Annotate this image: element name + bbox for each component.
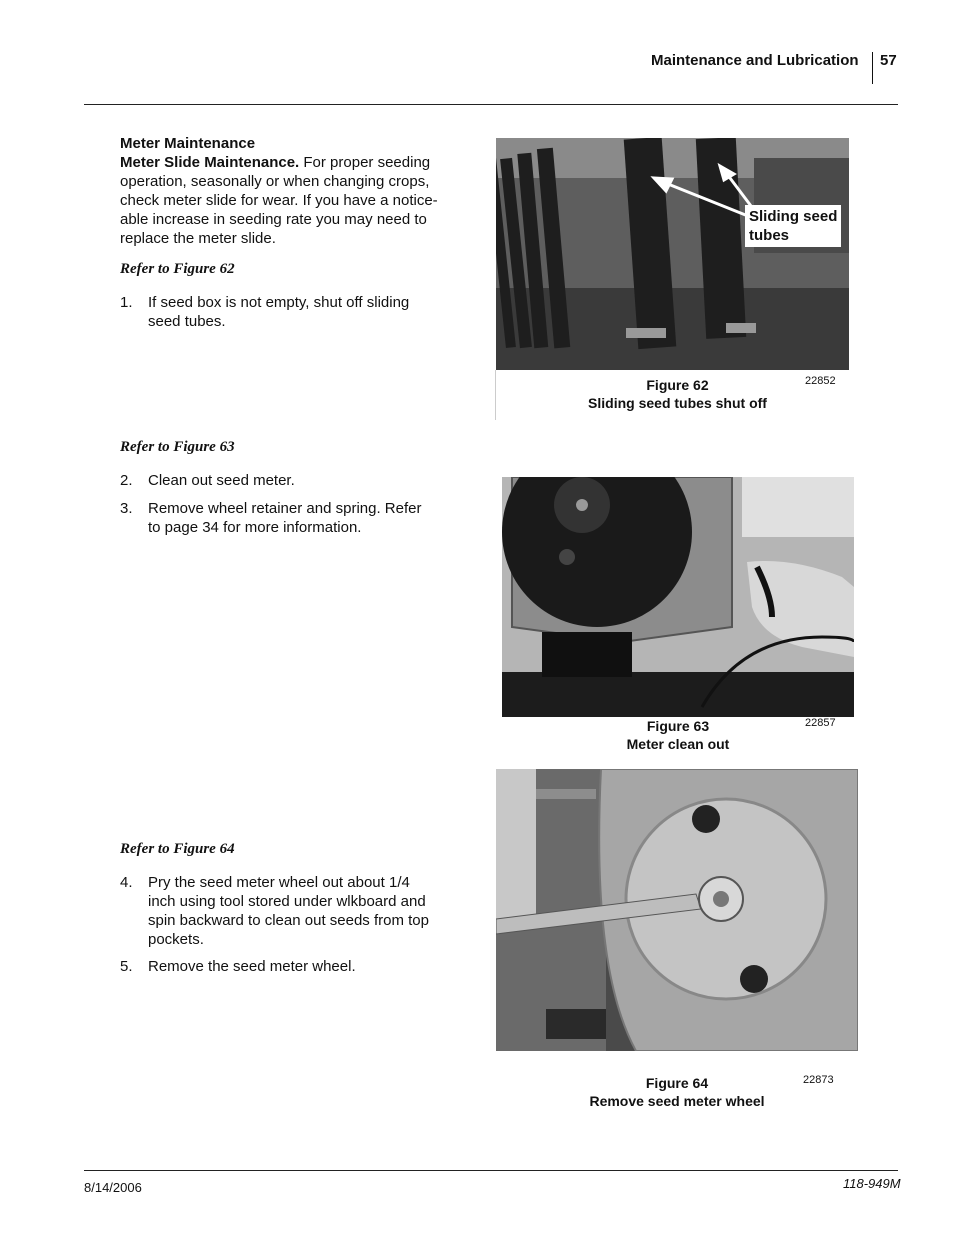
figure-62-photo [496,138,849,370]
intro-line: replace the meter slide. [120,230,276,247]
step-text: inch using tool stored under wlkboard and [148,893,426,910]
step-text: spin backward to clean out seeds from top [148,912,429,929]
page-number: 57 [880,52,897,69]
figure-64-photo [496,769,858,1051]
figure-62-callout [745,205,841,247]
meter-maintenance-heading: Meter Maintenance [120,135,256,152]
footer-rule [84,1170,898,1171]
callout-text: Sliding seed [749,208,838,225]
intro-line: check meter slide for wear. If you have a notice- [120,192,438,209]
ref-figure-63: Refer to Figure 63 [120,439,235,455]
figure-label: Figure 63 [646,718,710,734]
step-text: Clean out seed meter. [148,472,295,489]
step-text: pockets. [148,931,204,948]
meter-slide-subheading: Meter Slide Maintenance. [120,154,300,171]
callout-text: tubes [749,227,790,244]
figure-label: Figure 62 [646,377,709,393]
header-rule [84,104,898,105]
figure-63-number: 22857 [805,717,836,729]
figure-caption: Meter clean out [626,736,730,752]
figure-64-number: 22873 [803,1074,834,1086]
section-title: Maintenance and Lubrication [651,52,859,69]
intro-line: operation, seasonally or when changing crops, [120,173,430,190]
footer-date: 8/14/2006 [84,1180,142,1195]
step-number: 3. [120,500,133,517]
intro-line: able increase in seeding rate you may need to [120,211,427,228]
figure-caption: Remove seed meter wheel [589,1093,765,1109]
intro-line: For proper seeding [303,154,431,171]
footer-doc-id: 118-949M [843,1176,901,1191]
figure-caption: Sliding seed tubes shut off [588,395,767,411]
header-divider [872,52,873,84]
step-text: to page 34 for more information. [148,519,362,536]
figure-63-caption [502,717,854,753]
step-text: Pry the seed meter wheel out about 1/4 [148,874,410,891]
step-number: 2. [120,472,133,489]
intro-paragraph [120,153,450,248]
figure-63-photo [502,477,854,717]
ref-figure-62: Refer to Figure 62 [120,261,235,277]
step-text: If seed box is not empty, shut off sliding [148,294,410,311]
step-number: 5. [120,958,133,975]
figure-label: Figure 64 [645,1075,709,1091]
step-number: 1. [120,294,133,311]
figure-62-number: 22852 [805,375,836,387]
ref-figure-64: Refer to Figure 64 [120,841,235,857]
step-number: 4. [120,874,133,891]
step-text: Remove the seed meter wheel. [148,958,356,975]
step-text: seed tubes. [148,313,226,330]
step-text: Remove wheel retainer and spring. Refer [148,500,422,517]
